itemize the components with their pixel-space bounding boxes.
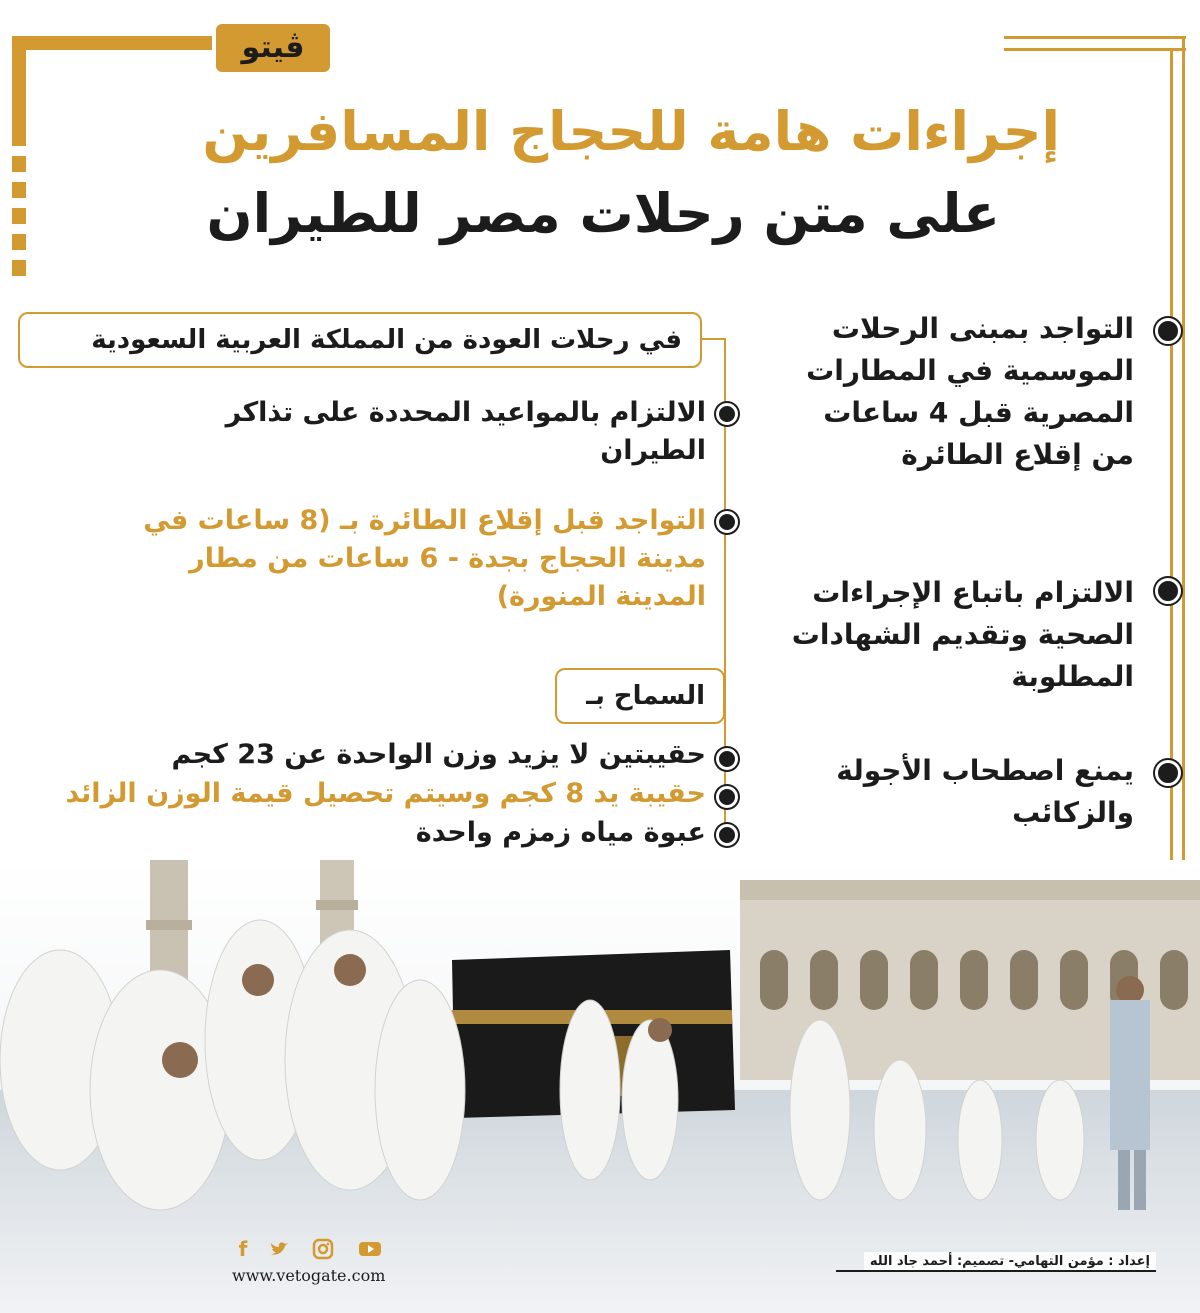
frame-top-right-line [1004,48,1186,51]
allowance-item-1: حقيبتين لا يزيد وزن الواحدة عن 23 كجم [171,739,706,770]
bullet-dot [1155,578,1181,604]
page-title-line2: على متن رحلات مصر للطيران [206,182,1000,245]
credits-text: إعداد : مؤمن التهامي- تصميم: أحمد جاد الله [864,1252,1156,1271]
twitter-icon[interactable] [268,1238,290,1260]
instagram-icon[interactable] [312,1238,334,1260]
right-item-2: الالتزام باتباع الإجراءات الصحية وتقديم الشهادات المطلوبة [791,576,1134,693]
youtube-icon[interactable] [358,1238,380,1260]
frame-dash [12,156,26,172]
frame-corner-top-left [12,36,212,50]
frame-top-right-line [1004,36,1186,39]
return-flights-header: في رحلات العودة من المملكة العربية السعودية [18,312,702,368]
allowance-item-2: حقيبة يد 8 كجم وسيتم تحصيل قيمة الوزن الزائد [65,778,706,809]
return-item-1: الالتزام بالمواعيد المحددة على تذاكر الطيران [225,397,706,466]
allowance-header: السماح بـ [555,668,725,724]
bullet-dot [716,786,738,808]
frame-left-bar [12,36,26,146]
bullet-dot [716,511,738,533]
frame-right-line [1182,36,1185,896]
right-item-1: التواجد بمبنى الرحلات الموسمية في المطارات المصرية قبل 4 ساعات من إقلاع الطائرة [806,312,1134,471]
credits-underline [836,1270,1156,1272]
kaaba-photo [0,860,1200,1313]
brand-logo[interactable]: ڤيتو [216,24,330,72]
bullet-dot [1155,318,1181,344]
bullet-dot [716,824,738,846]
facebook-icon[interactable]: f [238,1237,248,1261]
allowance-item-3: عبوة مياه زمزم واحدة [415,817,706,848]
frame-dash [12,182,26,198]
page-title-line1: إجراءات هامة للحجاج المسافرين [202,100,1060,163]
connector-line [700,338,726,340]
frame-dash [12,208,26,224]
frame-dash [12,234,26,250]
bullet-dot [716,403,738,425]
bullet-dot [1155,760,1181,786]
right-item-3: يمنع اصطحاب الأجولة والزكائب [836,754,1134,829]
bullet-dot [716,748,738,770]
website-url[interactable]: www.vetogate.com [232,1266,386,1285]
return-item-2: التواجد قبل إقلاع الطائرة بـ (8 ساعات في مدينة الحجاج بجدة - 6 ساعات من مطار المدينة المنورة) [143,505,706,612]
frame-dash [12,260,26,276]
